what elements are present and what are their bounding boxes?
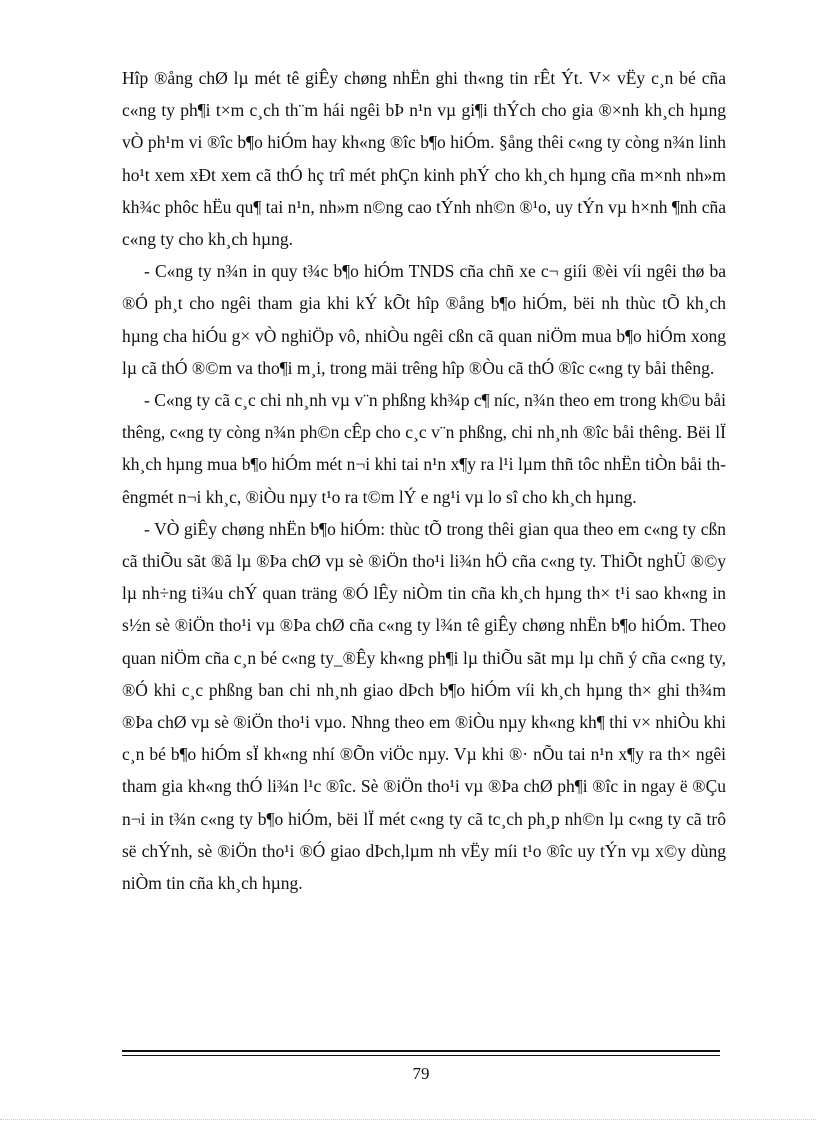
- page-edge-divider: [0, 1119, 816, 1120]
- footer-divider: [122, 1050, 720, 1052]
- paragraph-1: Hîp ®ång chØ lµ mét tê giÊy chøng nhËn ghi th«ng tin rÊt Ýt. V× vËy c¸n bé cña c«ng ty ph¶i t×m c¸ch th¨m hái ngêi bÞ n¹n vµ gi¶i thÝch cho gia ®×nh kh¸ch hµng vÒ ph¹m vi ®îc b¶o hiÓm hay kh«ng ®îc b¶o hiÓm. §ång thêi c«ng ty còng n¾n linh ho¹t xem xÐt xem cã thÓ hç trî mét phÇn kinh phÝ cho kh¸ch hµng cña m×nh nh»m kh¾c phôc hËu qu¶ tai n¹n, nh»m n©ng cao tÝnh nh©n ®¹o, uy tÝn vµ h×nh ¶nh cña c«ng ty cho kh¸ch hµng.: [122, 68, 726, 250]
- body-text: [122, 62, 726, 899]
- page-number: 79: [412, 1064, 430, 1083]
- footer-divider-secondary: [122, 1055, 720, 1056]
- paragraph-3-bullet: - C«ng ty cã c¸c chi nh¸nh vµ v¨n phßng kh¾p c¶ níc, n¾n theo em trong kh©u båi thêng, c«ng ty còng n¾n ph©n cÊp cho c¸c v¨n phßng, chi nh¸nh ®îc båi thêng. Bëi lÏ kh¸ch hµng mua b¶o hiÓm mét n¬i khi tai n¹n x¶y ra l¹i lµm thñ tôc nhËn tiÒn båi thêngmét n¬i kh¸c, ®iÒu nµy t¹o ra t©m lÝ e ng¹i vµ lo sî cho kh¸ch hµng.: [122, 390, 726, 507]
- paragraph-4-bullet: - VÒ giÊy chøng nhËn b¶o hiÓm: thùc tÕ trong thêi gian qua theo em c«ng ty cßn cã thiÕu sãt ®ã lµ ®Þa chØ vµ sè ®iÖn tho¹i li¾n hÖ cña c«ng ty. ThiÕt nghÜ ®©y lµ nh÷ng ti¾u chÝ quan träng ®Ó lÊy niÒm tin cña kh¸ch hµng th× t¹i sao kh«ng in s½n sè ®iÖn tho¹i vµ ®Þa chØ cña c«ng ty l¾n tê giÊy chøng nhËn b¶o hiÓm. Theo quan niÖm cña c¸n bé c«ng ty_®Êy kh«ng ph¶i lµ thiÕu sãt mµ lµ chñ ý cña c«ng ty, ®Ó khi c¸c phßng ban chi nh¸nh giao dÞch b¶o hiÓm víi kh¸ch hµng th× ghi th¾m ®Þa chØ vµ sè ®iÖn tho¹i vµo. Nhng theo em ®iÒu nµy kh«ng kh¶ thi v× nhiÒu khi c¸n bé b¶o hiÓm sÏ kh«ng nhí ®Õn viÖc nµy. Vµ khi ®· nÕu tai n¹n x¶y ra th× ngêi tham gia kh«ng thÓ li¾n l¹c ®îc. Sè ®iÖn tho¹i vµ ®Þa chØ ph¶i ®îc in ngay ë ®Çu n¬i in t¾n c«ng ty b¶o hiÓm, bëi lÏ mét c«ng ty cã tc¸ch ph¸p nh©n lµ c«ng ty cã trô së chÝnh, sè ®iÖn tho¹i ®Ó giao dÞch,lµm nh vËy míi t¹o ®îc uy tÝn vµ x©y dùng niÒm tin cña kh¸ch hµng.: [122, 518, 726, 894]
- paragraph-2-bullet: - C«ng ty n¾n in quy t¾c b¶o hiÓm TNDS cña chñ xe c¬ giíi ®èi víi ngêi thø ba ®Ó ph¸t cho ngêi tham gia khi kÝ kÕt hîp ®ång b¶o hiÓm, bëi nh thùc tÕ kh¸ch hµng cha hiÓu g× vÒ nghiÖp vô, nhiÒu ngêi cßn cã quan niÖm mua b¶o hiÓm xong lµ cã thÓ ®©m va tho¶i m¸i, trong mäi trêng hîp ®Òu cã thÓ ®îc c«ng ty båi thêng.: [122, 261, 726, 378]
